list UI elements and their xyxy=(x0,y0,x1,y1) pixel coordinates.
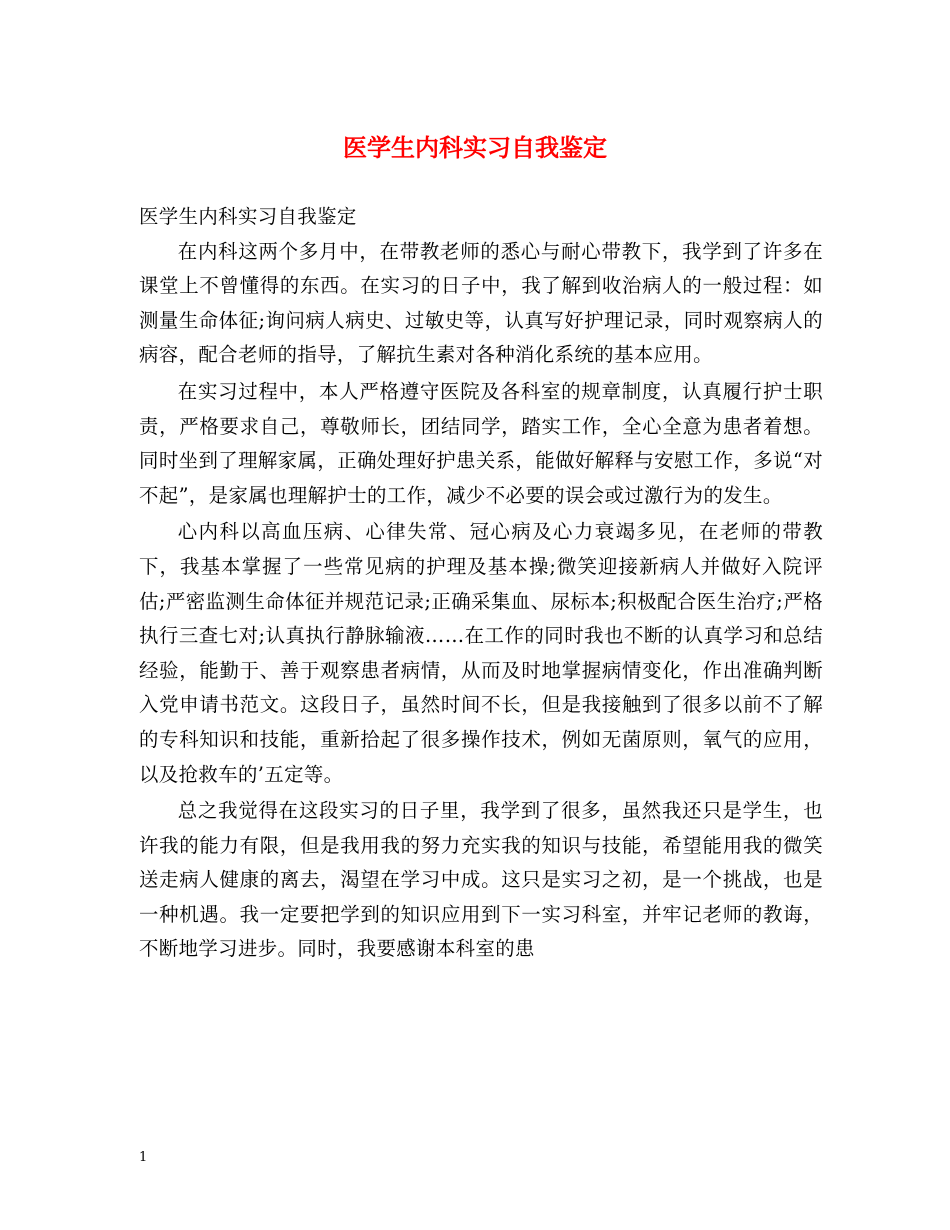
paragraph-4: 总之我觉得在这段实习的日子里，我学到了很多，虽然我还只是学生，也许我的能力有限，但是我用我的努力充实我的知识与技能，希望能用我的微笑送走病人健康的离去，渴望在学习中成。这只是实习之初，是一个挑战，也是一种机遇。我一定要把学到的知识应用到下一实习科室，并牢记老师的教诲，不断地学习进步。同时，我要感谢本科室的患 xyxy=(139,799,823,961)
document-subtitle: 医学生内科实习自我鉴定 xyxy=(139,205,357,228)
document-body xyxy=(139,200,823,969)
document-title: 医学生内科实习自我鉴定 xyxy=(343,133,607,162)
paragraph-3: 心内科以高血压病、心律失常、冠心病及心力衰竭多见，在老师的带教下，我基本掌握了一些常见病的护理及基本操;微笑迎接新病人并做好入院评估;严密监测生命体征并规范记录;正确采集血、尿标本;积极配合医生治疗;严格执行三查七对;认真执行静脉输液……在工作的同时我也不断的认真学习和总结经验，能勤于、善于观察患者病情，从而及时地掌握病情变化，作出准确判断入党申请书范文。这段日子，虽然时间不长，但是我接触到了很多以前不了解的专科知识和技能，重新拾起了很多操作技术，例如无菌原则，氧气的应用，以及抢救车的’五定等。 xyxy=(139,520,823,786)
paragraph-1: 在内科这两个多月中，在带教老师的悉心与耐心带教下，我学到了许多在课堂上不曾懂得的东西。在实习的日子中，我了解到收治病人的一般过程：如测量生命体征;询问病人病史、过敏史等，认真写好护理记录，同时观察病人的病容，配合老师的指导，了解抗生素对各种消化系统的基本应用。 xyxy=(139,239,823,367)
page-number: 1 xyxy=(139,1150,148,1165)
paragraph-2: 在实习过程中，本人严格遵守医院及各科室的规章制度，认真履行护士职责，严格要求自己，尊敬师长，团结同学，踏实工作，全心全意为患者着想。同时坐到了理解家属，正确处理好护患关系，能做好解释与安慰工作，多说“对不起”，是家属也理解护士的工作，减少不必要的误会或过激行为的发生。 xyxy=(139,379,823,507)
